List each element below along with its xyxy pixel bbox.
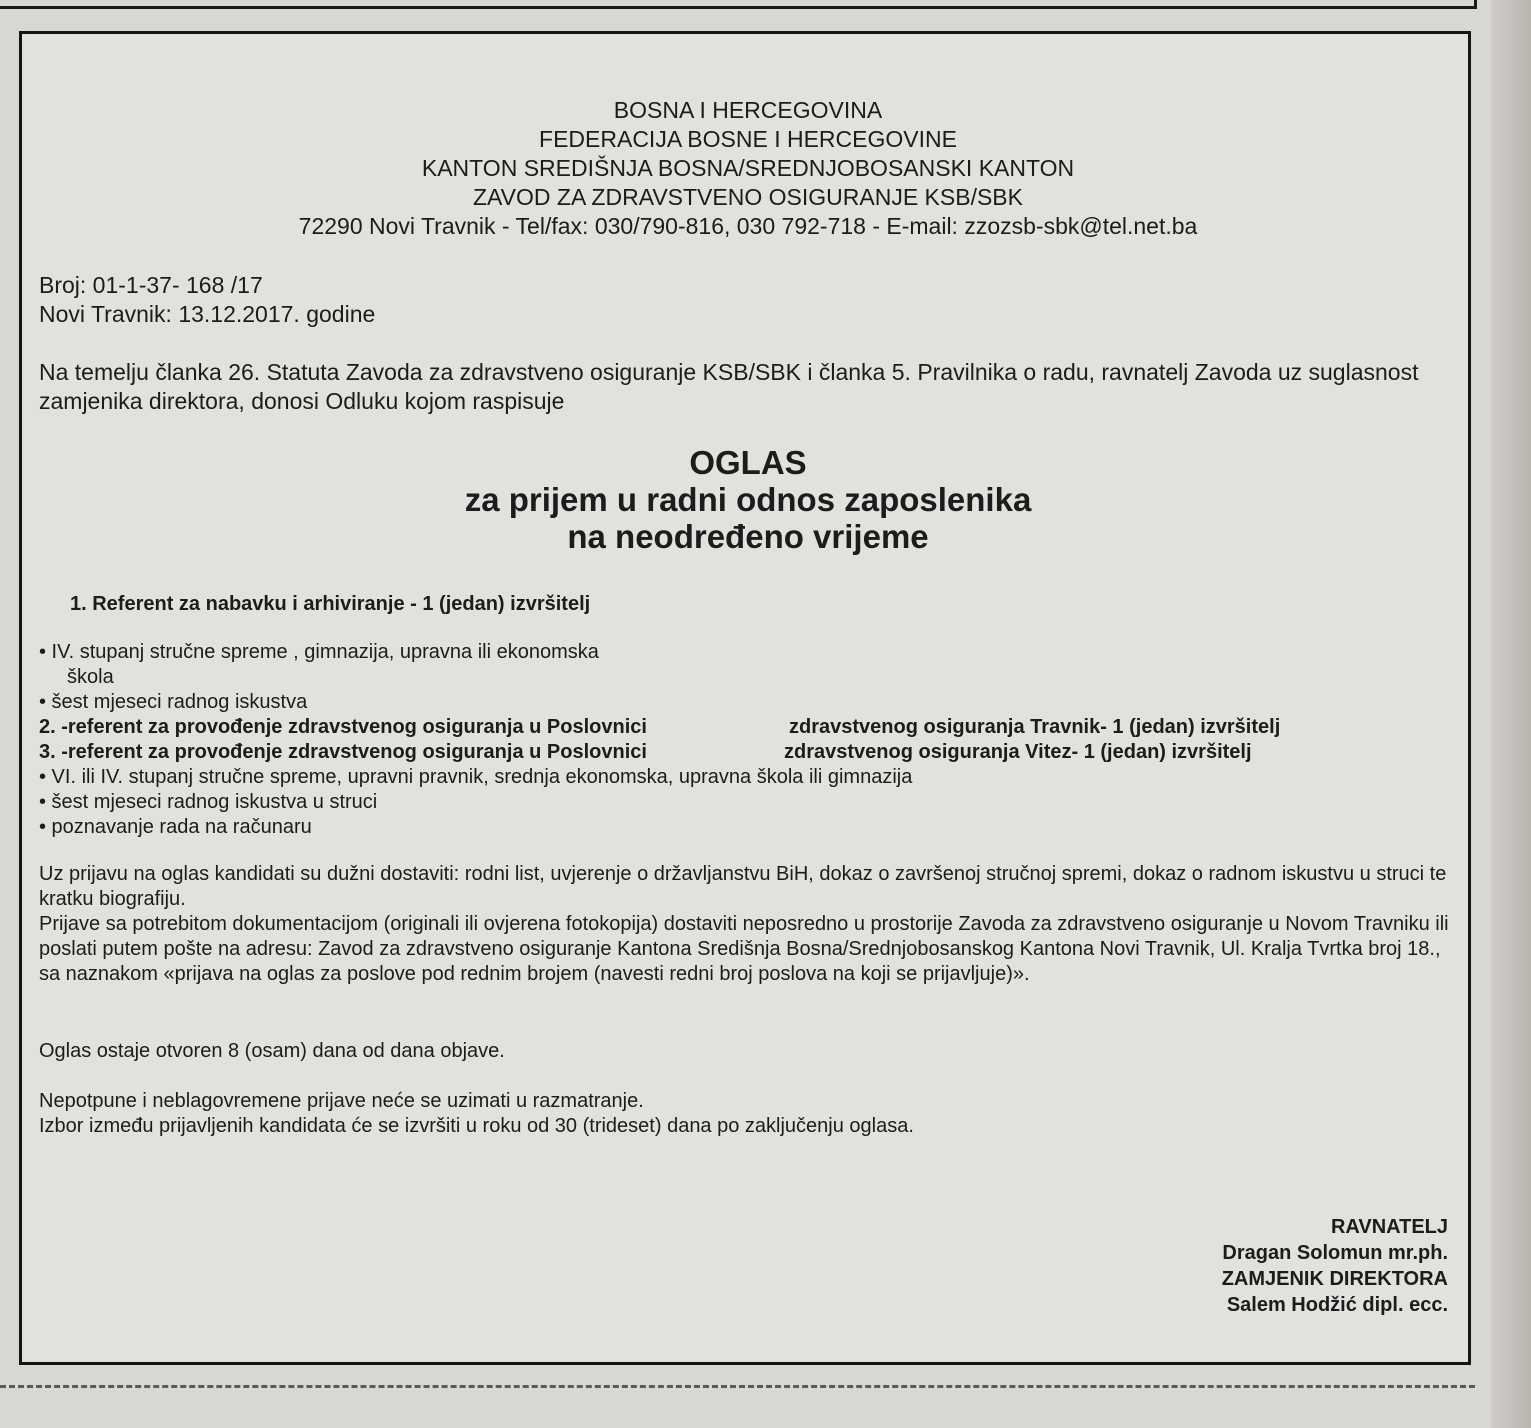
reference-block <box>39 271 375 329</box>
institution-header <box>22 96 1474 241</box>
requirement-item: • VI. ili IV. stupanj stručne spreme, upravni pravnik, srednja ekonomska, upravna škola ili gimnazija <box>39 766 913 788</box>
reference-number: Broj: 01-1-37- 168 /17 <box>39 272 263 298</box>
position-3-part2: zdravstvenog osiguranja Vitez- 1 (jedan) izvršitelj <box>784 741 1252 763</box>
final-notes <box>39 1089 914 1139</box>
required-documents: Uz prijavu na oglas kandidati su dužni dostaviti: rodni list, uvjerenje o državljanstvu BiH, dokaz o završenoj stručnoj spremi, dokaz o radnom iskustvu u struci te kratku biografiju. <box>39 863 1447 910</box>
requirement-item: • šest mjeseci radnog iskustva u struci <box>39 791 378 813</box>
header-line: ZAVOD ZA ZDRAVSTVENO OSIGURANJE KSB/SBK <box>473 184 1023 210</box>
position-2-part1: 2. -referent za provođenje zdravstvenog osiguranja u Poslovnici <box>39 716 647 738</box>
title-line: na neodređeno vrijeme <box>567 518 929 555</box>
position-3-part1: 3. -referent za provođenje zdravstvenog osiguranja u Poslovnici <box>39 741 647 763</box>
title-line: za prijem u radni odnos zaposlenika <box>464 481 1032 518</box>
position-2-title <box>39 715 1281 740</box>
position-3-title <box>39 740 1252 765</box>
position-1-title: 1. Referent za nabavku i arhiviranje - 1 (jedan) izvršitelj <box>70 593 591 615</box>
signature-block <box>1222 1214 1448 1318</box>
position-2-part2: zdravstvenog osiguranja Travnik- 1 (jedan) izvršitelj <box>789 716 1281 738</box>
intro-paragraph: Na temelju članka 26. Statuta Zavoda za zdravstveno osiguranje KSB/SBK i članka 5. Pravilnika o radu, ravnatelj Zavoda uz suglasnost zamjenika direktora, donosi Odluku kojom raspisuje <box>39 359 1419 414</box>
header-contact-line: 72290 Novi Travnik - Tel/fax: 030/790-816, 030 792-718 - E-mail: zzozsb-sbk@tel.net.ba <box>298 213 1198 239</box>
top-border-rule <box>0 0 1477 9</box>
requirement-item: • IV. stupanj stručne spreme , gimnazija, upravna ili ekonomska <box>39 641 599 663</box>
header-line: BOSNA I HERCEGOVINA <box>613 97 883 123</box>
dashed-cut-line <box>0 1385 1475 1388</box>
page-edge-strip <box>1491 0 1531 1428</box>
title-line: OGLAS <box>689 444 807 481</box>
signatory-role: ZAMJENIK DIREKTORA <box>1221 1268 1448 1290</box>
signatory-name: Salem Hodžić dipl. ecc. <box>1226 1294 1448 1316</box>
requirement-item-continued: škola <box>67 666 114 688</box>
reference-date: Novi Travnik: 13.12.2017. godine <box>39 301 376 327</box>
announcement-frame <box>19 31 1471 1365</box>
announcement-title <box>22 444 1474 555</box>
submission-instructions: Prijave sa potrebitom dokumentacijom (originali ili ovjerena fotokopija) dostaviti neposredno u prostorije Zavoda za zdravstveno osiguranje u Novom Travniku ili poslati putem pošte na adresu: Zavod za zdravstveno osiguranje Kantona Središnja Bosna/Srednjobosanskog Kantona Novi Travnik, Ul. Kralja Tvrtka broj 18., sa naznakom «prijava na oglas za poslove pod rednim brojem (navesti redni broj poslova na koji se prijavljuje)». <box>39 913 1449 985</box>
requirement-item: • šest mjeseci radnog iskustva <box>39 691 308 713</box>
signatory-name: Dragan Solomun mr.ph. <box>1222 1242 1448 1264</box>
requirement-item: • poznavanje rada na računaru <box>39 816 312 838</box>
final-note: Izbor između prijavljenih kandidata će se izvršiti u roku od 30 (trideset) dana po zaključenju oglasa. <box>39 1115 914 1137</box>
application-instructions <box>39 862 1449 987</box>
requirements-block <box>39 640 1281 840</box>
signatory-role: RAVNATELJ <box>1330 1216 1448 1238</box>
final-note: Nepotpune i neblagovremene prijave neće se uzimati u razmatranje. <box>39 1090 644 1112</box>
open-period: Oglas ostaje otvoren 8 (osam) dana od dana objave. <box>39 1040 505 1062</box>
header-line: FEDERACIJA BOSNE I HERCEGOVINE <box>539 126 957 152</box>
header-line: KANTON SREDIŠNJA BOSNA/SREDNJOBOSANSKI KANTON <box>421 155 1075 181</box>
